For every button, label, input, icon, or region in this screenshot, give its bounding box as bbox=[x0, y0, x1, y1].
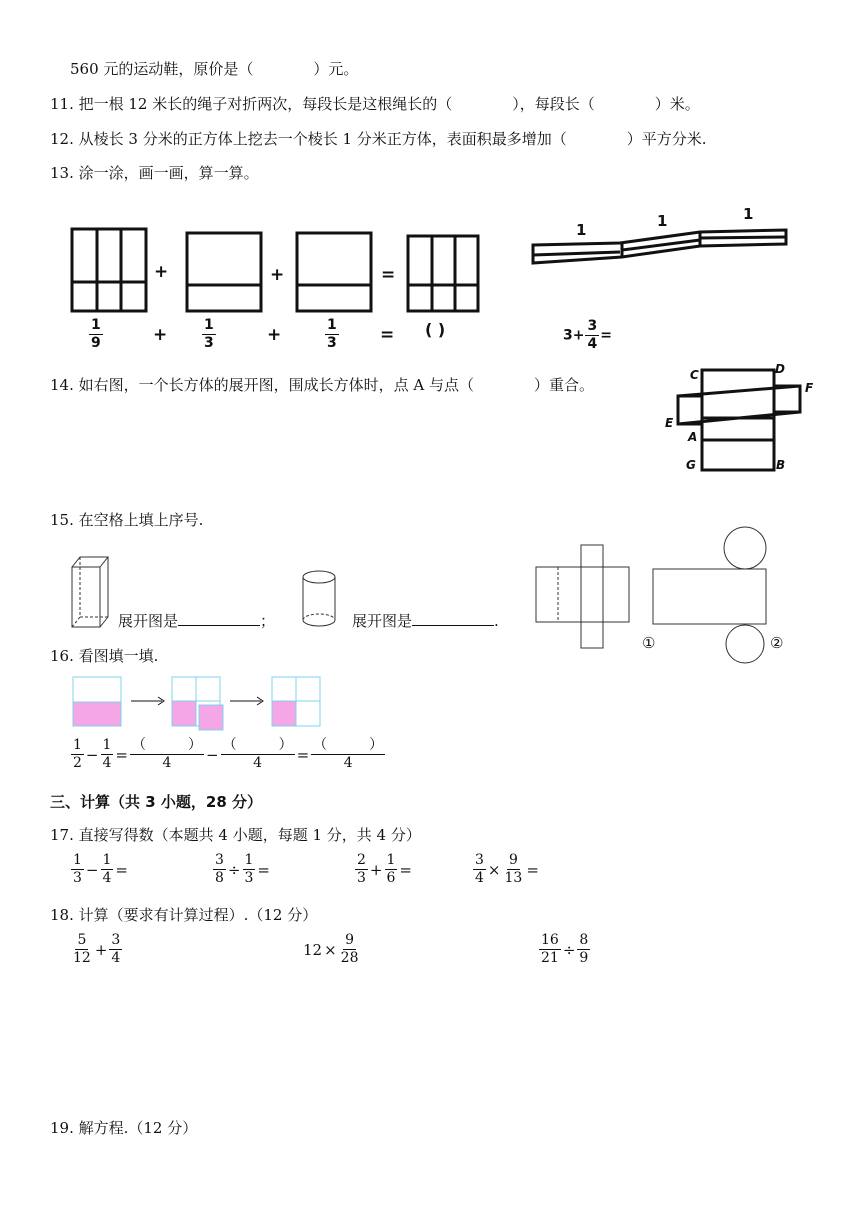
q13-frac-2: $\frac{1}{3}$ bbox=[204, 317, 214, 351]
q17-item-1: $\frac{1}{3}$ − $\frac{1}{4}$ = bbox=[73, 852, 128, 886]
q13-plus-3: + bbox=[153, 325, 168, 345]
q13-title: 13. 涂一涂，画一画，算一算。 bbox=[50, 164, 259, 182]
q13-frac-3: $\frac{1}{3}$ bbox=[327, 317, 337, 351]
q17-item-2: $\frac{3}{8}$ ÷ $\frac{1}{3}$ = bbox=[215, 852, 270, 886]
rope-label-1: 1 bbox=[576, 221, 587, 239]
net-point-a: A bbox=[688, 430, 698, 444]
q17-item-4: $\frac{3}{4}$ × $\frac{9}{13}$ = bbox=[475, 852, 539, 886]
net-point-g: G bbox=[686, 458, 696, 472]
q13-equals-1: = bbox=[381, 265, 396, 285]
net-point-d: D bbox=[775, 362, 785, 376]
q19-title: 19. 解方程.（12 分） bbox=[50, 1119, 198, 1137]
q13-equals-2: = bbox=[380, 325, 395, 345]
q15-option-1: ① bbox=[642, 634, 656, 652]
q15-blank-1[interactable] bbox=[178, 611, 260, 626]
q15-answer-2: 展开图是 . bbox=[352, 612, 499, 630]
q16-equation: $\frac{1}{2}$ − $\frac{1}{4}$ = $\frac{( )}{4}$ − $\frac{( )}{4}$ = $\frac{( )}{4}$ bbox=[73, 737, 384, 771]
q10-tail: 560 元的运动鞋，原价是（ ）元。 bbox=[70, 60, 359, 78]
rope-expression: 3+ $\frac{3}{4}$ = bbox=[563, 318, 612, 352]
q15-option-2: ② bbox=[770, 634, 784, 652]
q15-blank-2[interactable] bbox=[412, 611, 494, 626]
q13-plus-1: + bbox=[154, 262, 169, 282]
q18-title: 18. 计算（要求有计算过程）.（12 分） bbox=[50, 906, 318, 924]
q11-text: 11. 把一根 12 米长的绳子对折两次，每段长是这根绳长的（ ），每段长（ ）米。 bbox=[50, 95, 700, 113]
net-point-b: B bbox=[776, 458, 786, 472]
q17-item-3: $\frac{2}{3}$ + $\frac{1}{6}$ = bbox=[357, 852, 412, 886]
q13-plus-2: + bbox=[270, 265, 285, 285]
net-point-e: E bbox=[665, 416, 674, 430]
q16-title: 16. 看图填一填. bbox=[50, 647, 159, 665]
q14-text: 14. 如右图，一个长方体的展开图，围成长方体时，点 A 与点（ ）重合。 bbox=[50, 376, 594, 394]
q12-text: 12. 从棱长 3 分米的正方体上挖去一个棱长 1 分米正方体，表面积最多增加（ ）平方分米. bbox=[50, 130, 707, 148]
rope-label-2: 1 bbox=[657, 212, 668, 230]
q18-item-2: 12 × $\frac{9}{28}$ bbox=[303, 932, 359, 966]
rope-label-3: 1 bbox=[743, 205, 754, 223]
q18-item-3: $\frac{16}{21}$ ÷ $\frac{8}{9}$ bbox=[541, 932, 589, 966]
net-point-f: F bbox=[805, 381, 814, 395]
q18-item-1: $\frac{5}{12}$ + $\frac{3}{4}$ bbox=[73, 932, 121, 966]
q13-answer-paren: ( ) bbox=[425, 320, 446, 339]
q13-frac-1: $\frac{1}{9}$ bbox=[91, 317, 101, 351]
q17-title: 17. 直接写得数（本题共 4 小题，每题 1 分，共 4 分） bbox=[50, 826, 421, 844]
q13-plus-4: + bbox=[267, 325, 282, 345]
net-point-c: C bbox=[690, 368, 699, 382]
section-3-heading: 三、计算（共 3 小题，28 分） bbox=[50, 793, 262, 811]
q15-title: 15. 在空格上填上序号. bbox=[50, 511, 204, 529]
q15-answer-1: 展开图是 ； bbox=[118, 612, 276, 630]
